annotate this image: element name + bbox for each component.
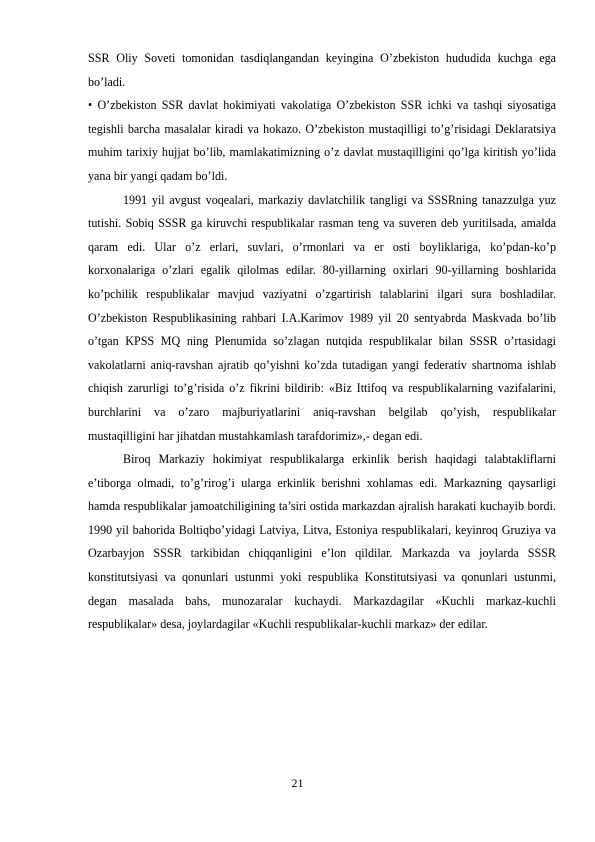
page-number: 21: [291, 776, 304, 790]
paragraph-central-authority: Biroq Markaziy hokimiyat respublikalarga erkinlik berish haqidagi talabtakliflarni e’tiborga olmadi, to’g’rirog’i ularga erkinlik berishni xohlamas edi. Markazning qaysarligi hamda respublikalar jamoatchiligining ta’siri ostida markazdan ajralish harakati kuchayib bordi. 1990 yil bahorida Boltiqbo’yidagi Latviya, Litva, Estoniya respublikalari, keyinroq Gruziya va Ozarbayjon SSSR tarkibidan chiqqanligini e’lon qildilar. Markazda va joylarda SSSR konstitutsiyasi va qonunlari ustunmi yoki respublika Konstitutsiyasi va qonunlari ustunmi, degan masalada bahs, munozaralar kuchaydi. Markazdagilar «Kuchli markaz-kuchli respublikalar» desa, joylardagilar «Kuchli respublikalar-kuchli markaz» der edilar.: [88, 452, 556, 632]
paragraph-bullet: • O’zbekiston SSR davlat hokimiyati vakolatiga O’zbekiston SSR ichki va tashqi siyosatiga tegishli barcha masalalar kiradi va hokazo. O’zbekiston mustaqilligi to’g’risidagi Deklaratsiya muhim tarixiy hujjat bo’lib, mamlakatimizning o’z davlat mustaqilligini qo’lga kiritish yo’lida yana bir yangi qadam bo’ldi.: [88, 98, 556, 183]
document-body: [88, 47, 556, 637]
paragraph-continuation: SSR Oliy Soveti tomonidan tasdiqlangandan keyingina O’zbekiston hududida kuchga ega bo’ladi.: [88, 51, 556, 89]
paragraph-august-events: 1991 yil avgust voqealari, markaziy davlatchilik tangligi va SSSRning tanazzulga yuz tutishi. Sobiq SSSR ga kiruvchi respublikalar rasman teng va suveren deb yuritilsada, amalda qaram edi. Ular o’z erlari, suvlari, o’rmonlari va er osti boyliklariga, ko’pdan-ko’p korxonalariga o’zlari egalik qilolmas edilar. 80-yillarning oxirlari 90-yillarning boshlarida ko’pchilik respublikalar mavjud vaziyatni o’zgartirish talablarini ilgari sura boshladilar. O’zbekiston Respublikasining rahbari I.A.Karimov 1989 yil 20 sentyabrda Maskvada bo’lib o’tgan KPSS MQ ning Plenumida so’zlagan nutqida respublikalar bilan SSSR o’rtasidagi vakolatlarni aniq-ravshan ajratib qo’yishni ko’zda tutadigan yangi federativ shartnoma ishlab chiqish zarurligi to’g’risida o’z fikrini bildirib: «Biz Ittifoq va respublikalarning vazifalarini, burchlarini va o’zaro majburiyatlarini aniq-ravshan belgilab qo’yish, respublikalar mustaqilligini har jihatdan mustahkamlash tarafdorimiz»,- degan edi.: [88, 192, 556, 443]
